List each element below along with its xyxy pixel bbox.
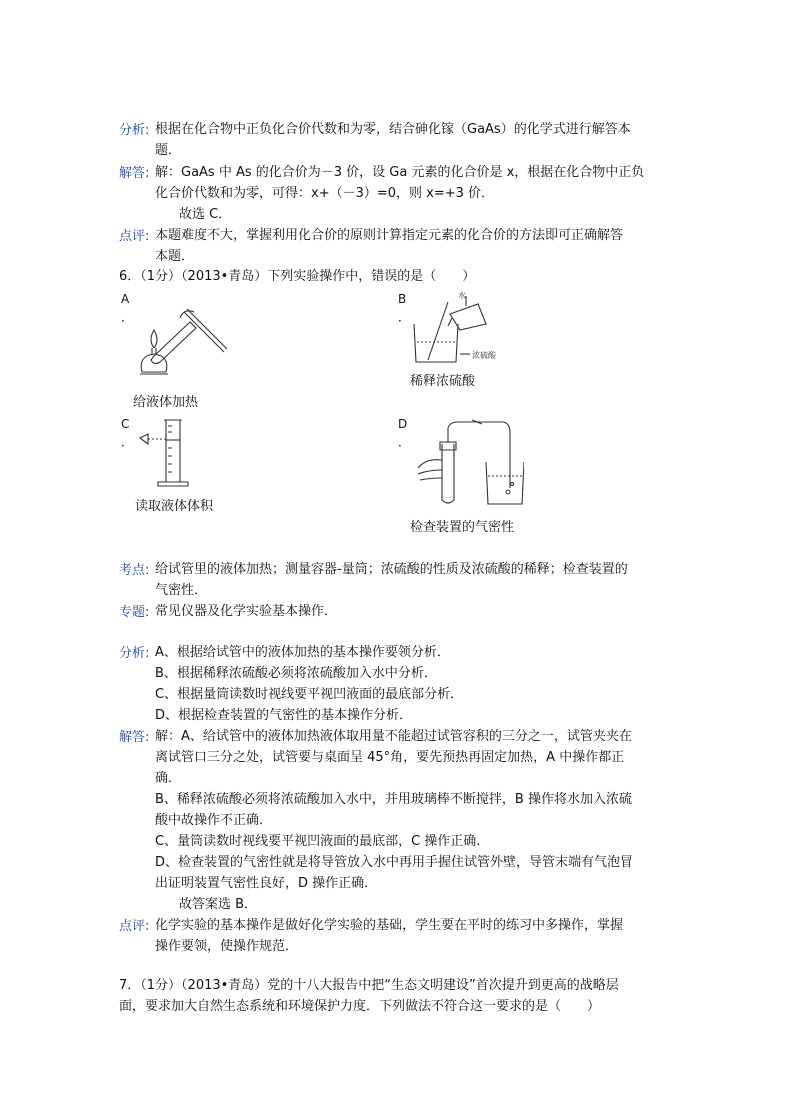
- option-letter: D: [398, 417, 408, 431]
- option-dot: ．: [398, 435, 411, 449]
- option-letter: A: [121, 292, 130, 306]
- answer-line: 解：GaAs 中 As 的化合价为－3 价，设 Ga 元素的化合价是 x，根据在化合物中正负: [155, 165, 645, 180]
- analysis-label: 分析:: [119, 123, 150, 138]
- zhuanti-line: 常见仪器及化学实验基本操作．: [155, 604, 338, 619]
- answer-line: C、量筒读数时视线要平视凹液面的最底部，C 操作正确．: [155, 834, 490, 849]
- option-caption: 读取液体体积: [135, 499, 214, 514]
- option-letter: C: [121, 417, 130, 431]
- dilute-acid-figure: [408, 286, 520, 368]
- comment-line: 本题．: [155, 249, 195, 264]
- analysis-line: 根据在化合物中正负化合价代数和为零，结合砷化镓（GaAs）的化学式进行解答本: [155, 122, 631, 137]
- option-dot: ．: [121, 435, 134, 449]
- answer-line: D、检查装置的气密性就是将导管放入水中再用手握住试管外壁，导管末端有气泡冒: [155, 855, 634, 870]
- option-caption: 检查装置的气密性: [410, 520, 515, 535]
- analysis-label: 分析:: [119, 646, 150, 661]
- kaodian-line: 气密性．: [155, 583, 208, 598]
- option-caption: 给液体加热: [133, 395, 199, 410]
- water-label: 水: [458, 291, 466, 300]
- kaodian-label: 考点:: [119, 563, 150, 578]
- option-dot: ．: [398, 310, 411, 324]
- analysis-line: C、根据量筒读数时视线要平视凹液面的最底部分析．: [155, 687, 464, 702]
- analysis-line: A、根据给试管中的液体加热的基本操作要领分析．: [155, 645, 450, 660]
- comment-label: 点评:: [119, 919, 150, 934]
- graduated-cylinder-figure: [136, 412, 196, 496]
- comment-line: 本题难度不大，掌握利用化合价的原则计算指定元素的化合价的方法即可正确解答: [155, 228, 624, 243]
- airtightness-figure: [408, 416, 524, 508]
- q7-stem: [119, 975, 679, 1017]
- kaodian-line: 给试管里的液体加热；测量容器-量筒；浓硫酸的性质及浓硫酸的稀释；检查装置的: [155, 562, 628, 577]
- answer-line: 离试管口三分之处，试管要与桌面呈 45°角，要先预热再固定加热，A 中操作都正: [155, 750, 625, 765]
- q6-stem: 6．（1分）（2013•青岛）下列实验操作中，错误的是（ ）: [119, 269, 476, 284]
- option-dot: ．: [121, 310, 134, 324]
- answer-line: 化合价代数和为零，可得：x+（－3）=0，则 x=+3 价．: [155, 186, 495, 201]
- answer-line: 确．: [155, 771, 182, 786]
- answer-label: 解答:: [119, 166, 150, 181]
- answer-line: 出证明装置气密性良好，D 操作正确．: [155, 876, 378, 891]
- q7-stem-line: 7．（1分）（2013•青岛）党的十八大报告中把“生态文明建设”首次提升到更高的战略层: [119, 978, 619, 993]
- comment-label: 点评:: [119, 229, 150, 244]
- analysis-line: D、根据检查装置的气密性的基本操作分析．: [155, 708, 413, 723]
- answer-line: 故答案选 B．: [179, 897, 258, 912]
- option-caption: 稀释浓硫酸: [410, 374, 476, 389]
- comment-line: 化学实验的基本操作是做好化学实验的基础，学生要在平时的练习中多操作，掌握: [155, 918, 624, 933]
- answer-line: 酸中故操作不正确．: [155, 813, 273, 828]
- acid-label: 浓硫酸: [472, 351, 496, 360]
- heating-liquid-figure: [132, 294, 232, 376]
- q7-stem-line: 面，要求加大自然生态系统和环境保护力度．下列做法不符合这一要求的是（ ）: [119, 999, 601, 1014]
- answer-line: B、稀释浓硫酸必须将浓硫酸加入水中，并用玻璃棒不断搅拌，B 操作将水加入浓硫: [155, 792, 632, 807]
- option-letter: B: [398, 292, 407, 306]
- answer-line: 解：A、给试管中的液体加热液体取用量不能超过试管容积的三分之一，试管夹夹在: [155, 729, 632, 744]
- zhuanti-label: 专题:: [119, 605, 150, 620]
- analysis-line: B、根据稀释浓硫酸必须将浓硫酸加入水中分析．: [155, 666, 437, 681]
- analysis-line: 题．: [155, 143, 182, 158]
- comment-line: 操作要领，使操作规范．: [155, 939, 299, 954]
- answer-line: 故选 C．: [179, 207, 232, 222]
- answer-label: 解答:: [119, 730, 150, 745]
